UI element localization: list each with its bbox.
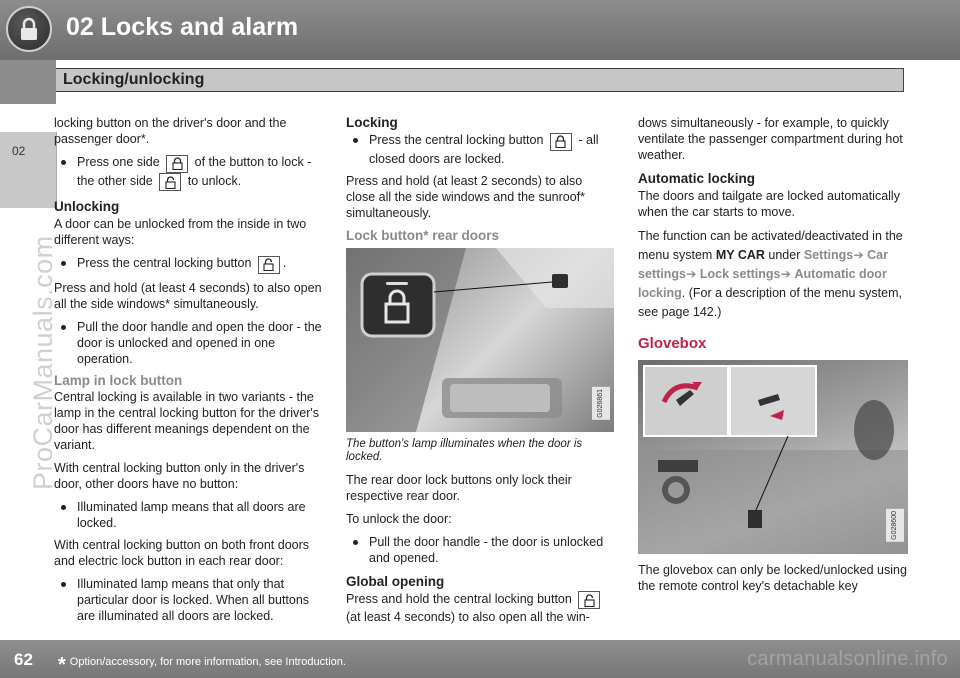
- locking-heading: Locking: [346, 115, 398, 130]
- section-title: Locking/unlocking: [63, 71, 205, 88]
- lock-icon: [550, 133, 572, 151]
- list-item: Press one side of the button to lock - the other side to unlock.: [54, 154, 322, 191]
- menu-text: The function can be activated/deactivated in the menu system MY CAR under Settings➔ Car settings➔ Lock settings➔ Automatic door locking. (For a description of the menu system, see page 142.): [638, 229, 903, 319]
- lamp-text: Central locking is available in two variants - the lamp in the central locking button for the driver's door has different meanings dependent on the variant.: [54, 389, 320, 452]
- both-front-text: With central locking button on both front doors and electric lock button in each rear door:: [54, 537, 310, 568]
- glovebox-text: The glovebox can only be locked/unlocked using the remote control key's detachable key: [638, 563, 907, 593]
- chapter-tab: [0, 132, 57, 208]
- driver-only-text: With central locking button only in the driver's door, other doors have no button:: [54, 460, 305, 491]
- lock-icon: [166, 155, 188, 173]
- list-item: Press the central locking button .: [54, 255, 322, 274]
- column-1: [54, 115, 322, 630]
- glovebox-photo: [638, 360, 908, 554]
- arrow-right-icon: ➔: [685, 267, 697, 281]
- column-2: [346, 115, 614, 632]
- press-hold-text: Press and hold (at least 4 seconds) to also open all the side windows* simultaneously.: [54, 280, 322, 311]
- list-item: Press the central locking button - all closed doors are locked.: [346, 132, 614, 167]
- unlock-icon: [258, 256, 280, 274]
- continued-text: dows simultaneously - for example, to quickly ventilate the passenger compartment during hot weather.: [638, 116, 903, 162]
- menu-path-lock-settings: Lock settings: [699, 267, 781, 281]
- footnote: * Option/accessory, for more information, see Introduction.: [58, 654, 346, 676]
- list-item: Illuminated lamp means that all doors are locked.: [54, 499, 322, 531]
- padlock-icon: [6, 6, 52, 52]
- rear-lock-button-photo: [346, 248, 614, 432]
- auto-heading: Automatic locking: [638, 171, 756, 186]
- figure-code: G026861: [592, 387, 610, 420]
- global-heading: Global opening: [346, 573, 445, 589]
- unlock-icon: [159, 173, 181, 191]
- section-bar: [56, 68, 904, 92]
- auto-text: The doors and tailgate are locked automatically when the car starts to move.: [638, 189, 900, 219]
- page-footer: [0, 640, 960, 678]
- footer-watermark: carmanualsonline.info: [747, 648, 948, 670]
- arrow-right-icon: ➔: [780, 267, 791, 281]
- figure-caption: The button's lamp illuminates when the door is locked.: [346, 437, 583, 463]
- intro-text: locking button on the driver's door and the passenger door*.: [54, 116, 287, 146]
- rear-text: The rear door lock buttons only lock their respective rear door.: [346, 472, 572, 503]
- glovebox-heading: Glovebox: [638, 335, 707, 352]
- press-hold-text: Press and hold (at least 2 seconds) to also close all the side windows and the sunroof* simultaneously.: [346, 173, 586, 220]
- figure-code: G028600: [886, 509, 904, 542]
- list-item: Pull the door handle - the door is unlocked and opened.: [346, 534, 614, 566]
- global-text: Press and hold the central locking button (at least 4 seconds) to also open all the win-: [346, 591, 614, 626]
- menu-path-car-settings: Car settings: [638, 248, 888, 281]
- arrow-right-icon: ➔: [853, 248, 864, 262]
- unlocking-heading: Unlocking: [54, 199, 120, 214]
- column-3: [638, 115, 908, 601]
- page-number: 62: [14, 650, 33, 669]
- chapter-header: [0, 0, 960, 60]
- unlock-icon: [578, 591, 600, 609]
- section-header: [0, 60, 960, 104]
- rear-heading: Lock button* rear doors: [346, 227, 500, 243]
- menu-path-automatic: Automatic door locking: [638, 267, 887, 300]
- menu-path-settings: Settings: [803, 248, 854, 262]
- chapter-tab-label: 02: [12, 144, 26, 158]
- chapter-title: 02 Locks and alarm: [66, 13, 299, 41]
- side-watermark: ProCarManuals.com: [28, 235, 58, 490]
- unlocking-intro: A door can be unlocked from the inside in two different ways:: [54, 217, 307, 247]
- list-item: Illuminated lamp means that only that particular door is locked. When all buttons are illuminated all doors are locked.: [54, 576, 322, 624]
- list-item: Pull the door handle and open the door - the door is unlocked and opened in one operation.: [54, 319, 322, 367]
- unlock-door-text: To unlock the door:: [346, 511, 452, 526]
- lamp-heading: Lamp in lock button: [54, 372, 183, 388]
